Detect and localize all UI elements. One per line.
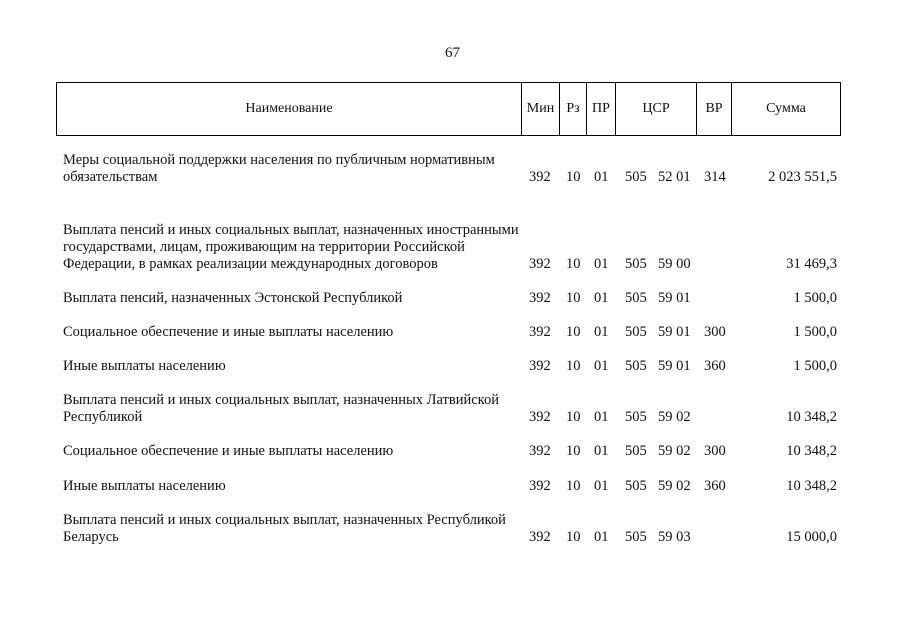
header-csr: ЦСР	[615, 83, 696, 135]
table-row	[0, 512, 905, 546]
row-sum: 31 469,3	[786, 256, 837, 272]
header-vr: ВР	[696, 83, 731, 135]
row-sum: 1 500,0	[793, 324, 837, 340]
row-min: 392	[529, 169, 551, 185]
row-pr: 01	[594, 290, 609, 306]
row-sum: 2 023 551,5	[768, 169, 837, 185]
row-csr-code: 59 01	[658, 324, 691, 340]
row-rz: 10	[566, 529, 581, 545]
row-vr: 360	[704, 478, 726, 494]
row-pr: 01	[594, 443, 609, 459]
row-rz: 10	[566, 409, 581, 425]
row-pr: 01	[594, 358, 609, 374]
row-csr-program: 505	[625, 443, 647, 459]
row-rz: 10	[566, 290, 581, 306]
row-rz: 10	[566, 358, 581, 374]
row-min: 392	[529, 478, 551, 494]
row-pr: 01	[594, 324, 609, 340]
row-csr-code: 59 01	[658, 290, 691, 306]
row-csr-code: 59 02	[658, 409, 691, 425]
row-min: 392	[529, 290, 551, 306]
row-csr-code: 59 01	[658, 358, 691, 374]
row-csr-program: 505	[625, 478, 647, 494]
row-pr: 01	[594, 529, 609, 545]
row-csr-program: 505	[625, 529, 647, 545]
row-sum: 10 348,2	[786, 409, 837, 425]
row-name: Социальное обеспечение и иные выплаты населению	[63, 324, 394, 340]
table-row	[0, 478, 905, 495]
table-row	[0, 443, 905, 460]
row-min: 392	[529, 358, 551, 374]
row-csr-code: 52 01	[658, 169, 691, 185]
row-sum: 1 500,0	[793, 358, 837, 374]
row-vr: 314	[704, 169, 726, 185]
row-rz: 10	[566, 324, 581, 340]
row-name: Иные выплаты населению	[63, 478, 226, 494]
row-csr-program: 505	[625, 358, 647, 374]
row-min: 392	[529, 409, 551, 425]
row-pr: 01	[594, 169, 609, 185]
row-rz: 10	[566, 256, 581, 272]
row-vr: 300	[704, 443, 726, 459]
table-row	[0, 392, 905, 426]
row-sum: 15 000,0	[786, 529, 837, 545]
table-row	[0, 290, 905, 307]
row-vr: 300	[704, 324, 726, 340]
row-sum: 1 500,0	[793, 290, 837, 306]
row-pr: 01	[594, 256, 609, 272]
row-rz: 10	[566, 443, 581, 459]
row-pr: 01	[594, 409, 609, 425]
row-csr-program: 505	[625, 169, 647, 185]
row-rz: 10	[566, 478, 581, 494]
row-csr-program: 505	[625, 256, 647, 272]
row-csr-code: 59 02	[658, 443, 691, 459]
header-name: Наименование	[245, 101, 333, 116]
row-min: 392	[529, 256, 551, 272]
row-pr: 01	[594, 478, 609, 494]
row-name: Социальное обеспечение и иные выплаты населению	[63, 443, 394, 459]
table-row	[0, 152, 905, 186]
header-sum: Сумма	[731, 83, 840, 135]
table-header	[56, 82, 841, 136]
row-csr-program: 505	[625, 324, 647, 340]
page-number: 67	[445, 45, 460, 61]
table-row	[0, 324, 905, 341]
row-csr-program: 505	[625, 290, 647, 306]
row-vr: 360	[704, 358, 726, 374]
row-name: Меры социальной поддержки населения по публичным нормативным обязательствам	[63, 152, 495, 185]
row-csr-code: 59 00	[658, 256, 691, 272]
header-rz: Рз	[559, 83, 586, 135]
row-name: Выплата пенсий, назначенных Эстонской Республикой	[63, 290, 403, 306]
row-csr-code: 59 02	[658, 478, 691, 494]
row-sum: 10 348,2	[786, 478, 837, 494]
row-rz: 10	[566, 169, 581, 185]
row-min: 392	[529, 324, 551, 340]
row-csr-program: 505	[625, 409, 647, 425]
header-min: Мин	[521, 83, 559, 135]
table-row	[0, 358, 905, 375]
row-sum: 10 348,2	[786, 443, 837, 459]
row-min: 392	[529, 529, 551, 545]
row-name: Выплата пенсий и иных социальных выплат, назначенных Республикой Беларусь	[63, 512, 506, 545]
row-name: Выплата пенсий и иных социальных выплат, назначенных иностранными государствами, лицам, проживающим на территории Российской Федерации, в рамках реализации международных договоров	[63, 222, 519, 272]
header-pr: ПР	[586, 83, 615, 135]
row-csr-code: 59 03	[658, 529, 691, 545]
row-min: 392	[529, 443, 551, 459]
row-name: Иные выплаты населению	[63, 358, 226, 374]
table-row	[0, 205, 905, 273]
row-name: Выплата пенсий и иных социальных выплат, назначенных Латвийской Республикой	[63, 392, 499, 425]
